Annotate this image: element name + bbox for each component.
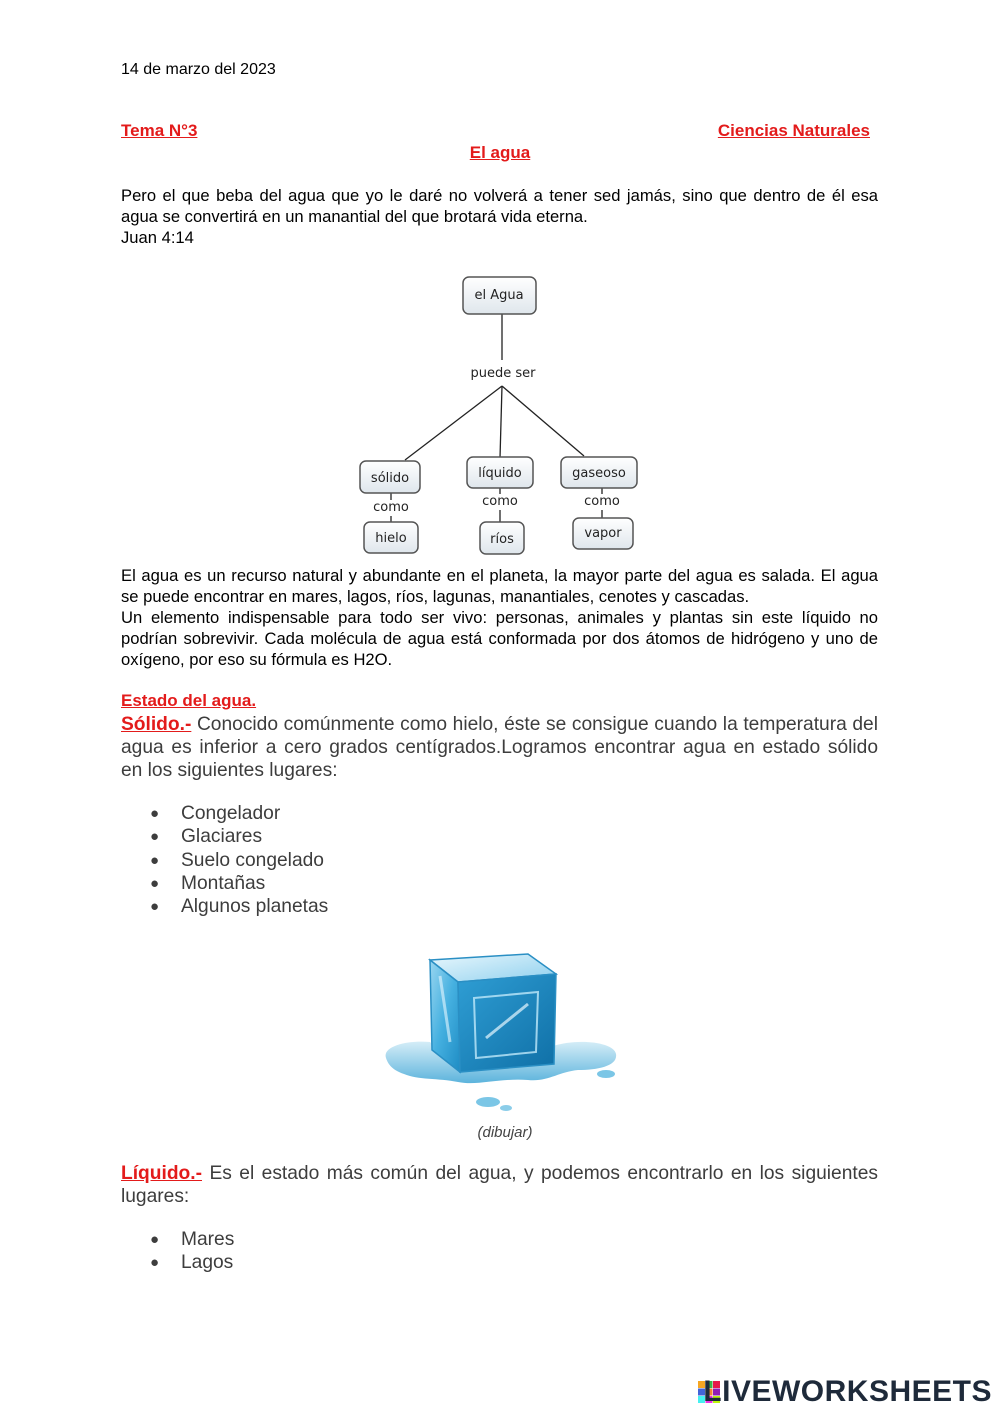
ice-cube-image	[378, 946, 623, 1118]
list-item: ● Montañas	[150, 872, 266, 894]
solid-paragraph	[121, 713, 878, 782]
intro-text	[121, 565, 878, 670]
solid-text: Conocido comúnmente como hielo, éste se consigue cuando la temperatura del agua es inferior a cero grados centígrados.Logramos encontrar agua en estado sólido en los siguientes lugares:	[121, 714, 878, 781]
node-solid-label: sólido	[370, 471, 410, 486]
bullet-icon: ●	[150, 874, 160, 892]
node-gas-label: gaseoso	[572, 466, 626, 481]
solid-places-list	[150, 802, 328, 918]
node-rivers-label: ríos	[490, 532, 514, 547]
page-title	[0, 143, 1000, 163]
document-date: 14 de marzo del 2023	[121, 61, 276, 78]
verse-text: Pero el que beba del agua que yo le daré no volverá a tener sed jamás, sino que dentro de él esa agua se convertirá en un manantial del que brotará vida eterna.	[121, 186, 878, 226]
bullet-icon: ●	[150, 851, 160, 869]
node-vapor-label: vapor	[584, 526, 622, 541]
concept-map	[340, 268, 660, 560]
liveworksheets-brand[interactable]: LIVEWORKSHEETS	[703, 1375, 992, 1408]
liquid-text: Es el estado más común del agua, y podemos encontrarlo en los siguientes lugares:	[121, 1163, 878, 1207]
liquid-places-list	[150, 1228, 234, 1275]
bullet-icon: ●	[150, 1231, 160, 1248]
bullet-icon: ●	[150, 805, 160, 822]
solid-label: Sólido.-	[121, 714, 192, 735]
list-item: ● Congelador	[150, 803, 281, 824]
bullet-icon: ●	[150, 898, 160, 916]
node-ice-label: hielo	[375, 531, 407, 546]
states-heading: Estado del agua.	[121, 691, 257, 710]
connector-liquid: como	[482, 494, 518, 509]
list-item: ● Lagos	[150, 1252, 234, 1274]
connector-solid: como	[373, 500, 409, 515]
intro-paragraph-1: El agua es un recurso natural y abundante en el planeta, la mayor parte del agua es salada. El agua se puede encontrar en mares, lagos, ríos, lagunas, manantiales, cenotes y cascadas.	[121, 566, 878, 606]
image-caption: (dibujar)	[477, 1124, 533, 1141]
liquid-paragraph	[121, 1162, 878, 1208]
list-item: ● Glaciares	[150, 826, 263, 848]
page-title-text: El agua	[469, 143, 531, 162]
liquid-label: Líquido.-	[121, 1163, 202, 1184]
subject-name: Ciencias Naturales	[717, 121, 870, 140]
verse-reference: Juan 4:14	[121, 228, 194, 247]
connector-gas: como	[584, 494, 620, 509]
list-item: ● Suelo congelado	[150, 849, 324, 871]
link-label: puede ser	[470, 366, 536, 381]
list-item: ● Mares	[150, 1229, 235, 1250]
intro-paragraph-2: Un elemento indispensable para todo ser vivo: personas, animales y plantas sin este líquido no podrían sobrevivir. Cada molécula de agua está conformada por dos átomos de hidrógeno y uno de oxígeno, por eso su fórmula es H2O.	[121, 608, 878, 669]
list-item: ● Algunos planetas	[150, 896, 329, 918]
bullet-icon: ●	[150, 1254, 160, 1272]
topic-number: Tema N°3	[121, 121, 198, 140]
node-liquid-label: líquido	[478, 466, 522, 481]
bullet-icon: ●	[150, 828, 160, 846]
node-root-label: el Agua	[474, 288, 524, 303]
